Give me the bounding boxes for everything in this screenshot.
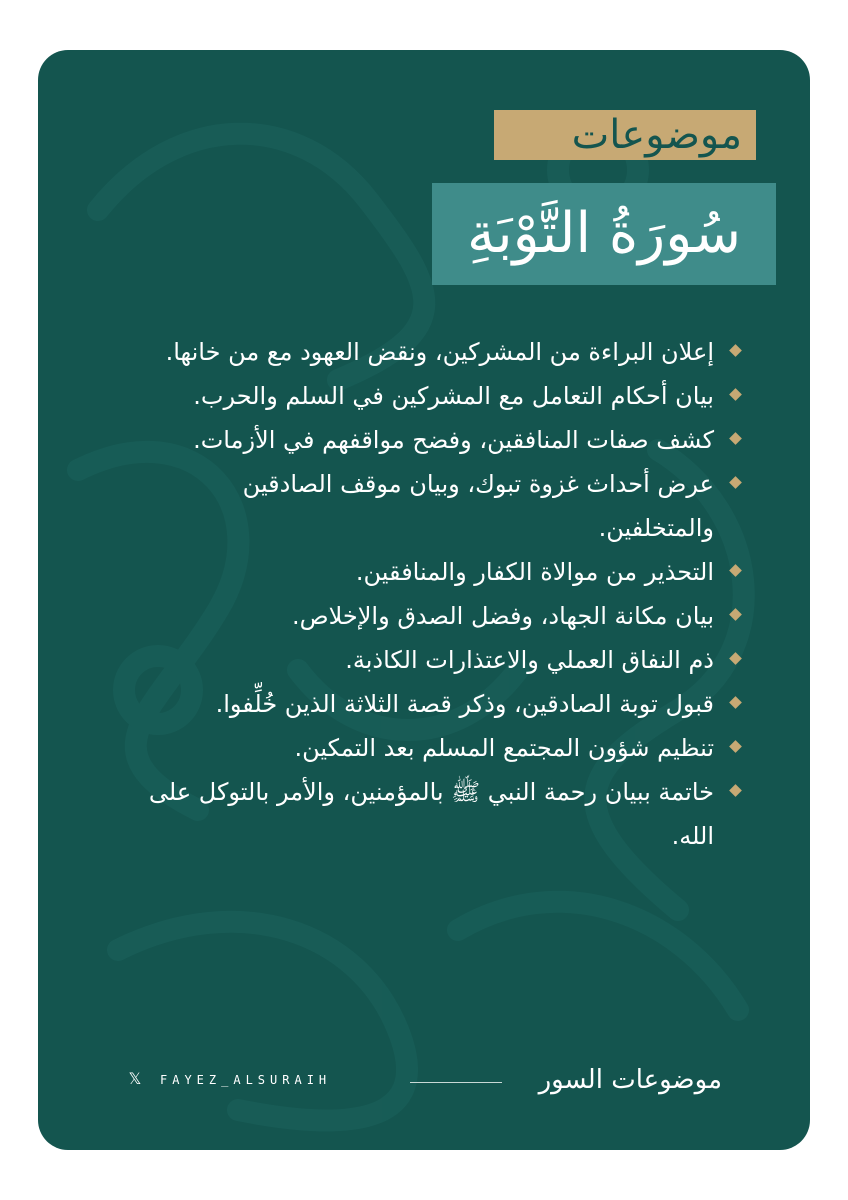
diamond-bullet-icon — [729, 564, 742, 577]
list-item: التحذير من موالاة الكفار والمنافقين. — [120, 550, 740, 594]
diamond-bullet-icon — [729, 740, 742, 753]
list-item: إعلان البراءة من المشركين، ونقض العهود مع من خانها. — [120, 330, 740, 374]
author-handle[interactable]: FAYEZ_ALSURAIH — [160, 1073, 332, 1087]
surah-title-box — [432, 183, 776, 285]
diamond-bullet-icon — [729, 388, 742, 401]
diamond-bullet-icon — [729, 432, 742, 445]
list-item: كشف صفات المنافقين، وفضح مواقفهم في الأزمات. — [120, 418, 740, 462]
diamond-bullet-icon — [729, 696, 742, 709]
footer-divider — [410, 1082, 502, 1083]
list-item: بيان مكانة الجهاد، وفضل الصدق والإخلاص. — [120, 594, 740, 638]
surah-title: سُورَةُ التَّوْبَةِ — [466, 201, 742, 266]
series-title: موضوعات السور — [538, 1065, 722, 1095]
diamond-bullet-icon — [729, 476, 742, 489]
diamond-bullet-icon — [729, 608, 742, 621]
diamond-bullet-icon — [729, 784, 742, 797]
topics-label: موضوعات — [494, 110, 756, 160]
list-item: عرض أحداث غزوة تبوك، وبيان موقف الصادقين والمتخلفين. — [120, 462, 740, 550]
list-item: قبول توبة الصادقين، وذكر قصة الثلاثة الذين خُلِّفوا. — [120, 682, 740, 726]
list-item: ذم النفاق العملي والاعتذارات الكاذبة. — [120, 638, 740, 682]
diamond-bullet-icon — [729, 344, 742, 357]
topics-list — [120, 330, 740, 858]
x-logo-icon[interactable]: 𝕏 — [128, 1069, 142, 1088]
diamond-bullet-icon — [729, 652, 742, 665]
list-item: خاتمة ببيان رحمة النبي ﷺ بالمؤمنين، والأمر بالتوكل على الله. — [120, 770, 740, 858]
list-item: تنظيم شؤون المجتمع المسلم بعد التمكين. — [120, 726, 740, 770]
list-item: بيان أحكام التعامل مع المشركين في السلم والحرب. — [120, 374, 740, 418]
